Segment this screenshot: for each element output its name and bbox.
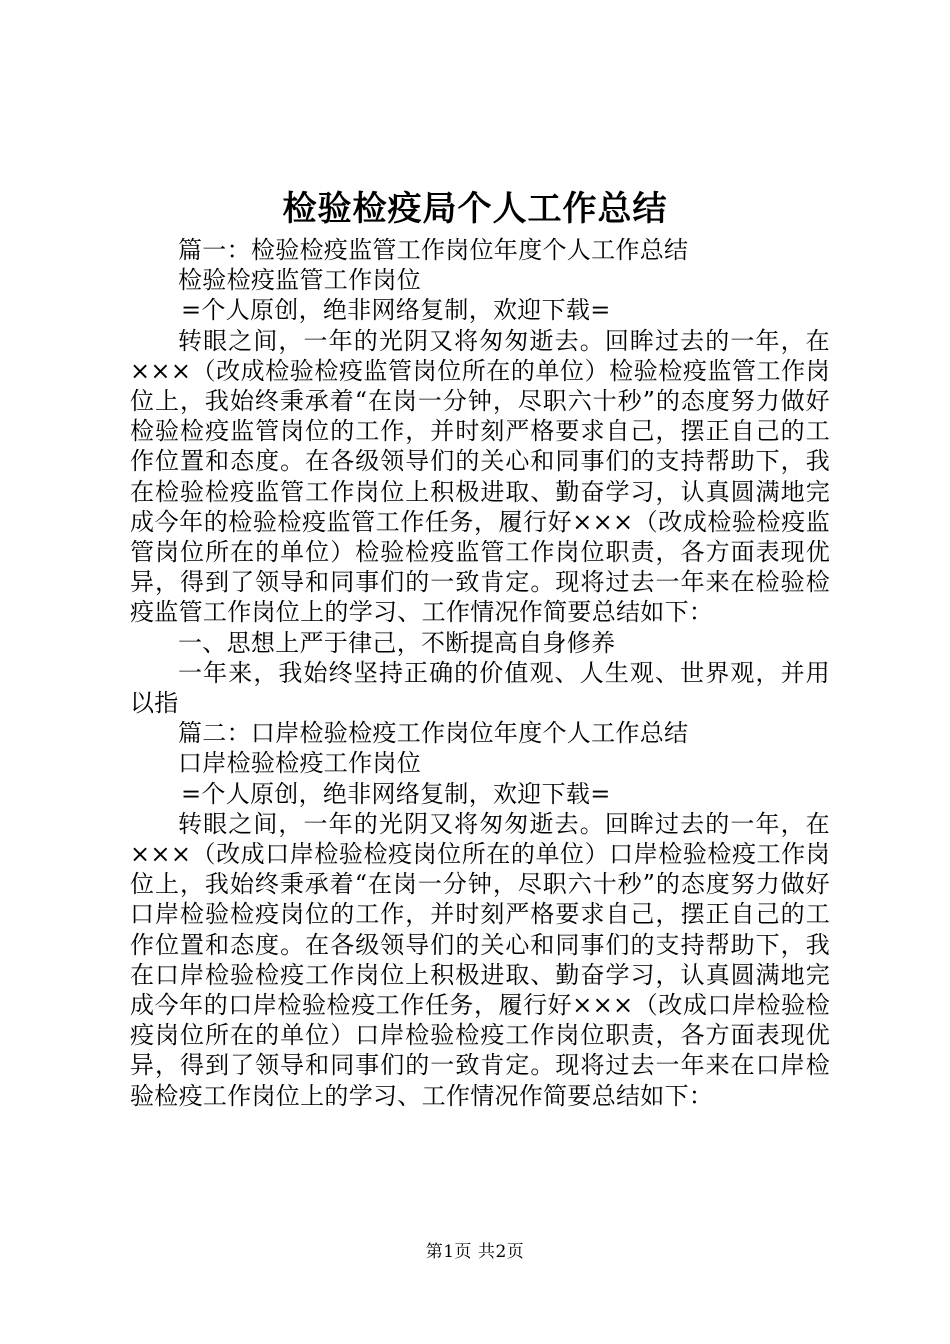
original-notice: =个人原创，绝非网络复制，欢迎下载=	[181, 296, 611, 325]
body-paragraph: 转眼之间，一年的光阴又将匆匆逝去。回眸过去的一年，在×××（改成检验检疫监管岗位所在的单位）检验检疫监管工作岗位上，我始终秉承着“在岗一分钟，尽职六十秒”的态度努力做好检验检疫监管岗位的工作，并时刻严格要求自己，摆正自己的工作位置和态度。在各级领导们的关心和同事们的支持帮助下，我在检验检疫监管工作岗位上积极进取、勤奋学习，认真圆满地完成今年的检验检疫监管工作任务，履行好×××（改成检验检疫监管岗位所在的单位）检验检疫监管工作岗位职责，各方面表现优异，得到了领导和同事们的一致肯定。现将过去一年来在检验检疫监管工作岗位上的学习、工作情况作简要总结如下：	[130, 326, 830, 627]
section-heading: 篇二：口岸检验检疫工作岗位年度个人工作总结	[178, 719, 689, 748]
subsection-heading: 一、思想上严于律己，不断提高自身修养	[178, 628, 616, 657]
position-name: 检验检疫监管工作岗位	[178, 266, 421, 295]
position-name: 口岸检验检疫工作岗位	[178, 749, 421, 778]
document-body	[130, 235, 830, 1111]
page-number-footer: 第1页 共2页	[425, 1242, 525, 1262]
body-paragraph: 一年来，我始终坚持正确的价值观、人生观、世界观，并用以指	[130, 658, 830, 718]
original-notice: =个人原创，绝非网络复制，欢迎下载=	[181, 779, 611, 808]
body-paragraph: 转眼之间，一年的光阴又将匆匆逝去。回眸过去的一年，在×××（改成口岸检验检疫岗位所在的单位）口岸检验检疫工作岗位上，我始终秉承着“在岗一分钟，尽职六十秒”的态度努力做好口岸检验检疫岗位的工作，并时刻严格要求自己，摆正自己的工作位置和态度。在各级领导们的关心和同事们的支持帮助下，我在口岸检验检疫工作岗位上积极进取、勤奋学习，认真圆满地完成今年的口岸检验检疫工作任务，履行好×××（改成口岸检验检疫岗位所在的单位）口岸检验检疫工作岗位职责，各方面表现优异，得到了领导和同事们的一致肯定。现将过去一年来在口岸检验检疫工作岗位上的学习、工作情况作简要总结如下：	[130, 809, 830, 1110]
section-heading: 篇一：检验检疫监管工作岗位年度个人工作总结	[178, 236, 689, 264]
document-title: 检验检疫局个人工作总结	[282, 189, 668, 229]
